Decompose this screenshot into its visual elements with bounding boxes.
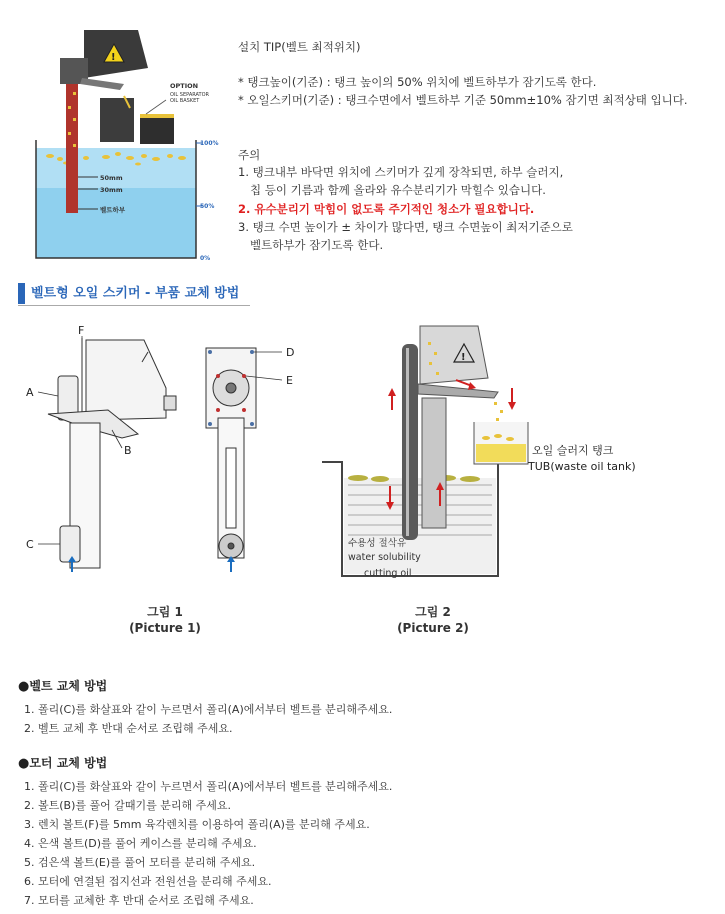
mm-30: 30mm: [100, 186, 123, 194]
mm-50: 50mm: [100, 174, 123, 182]
belt: [66, 73, 78, 213]
motor-step-2: 2. 볼트(B)를 풀어 갈때기를 분리해 주세요.: [24, 799, 231, 812]
pct-50: 50%: [200, 203, 215, 210]
motor-step-4: 4. 은색 볼트(D)를 풀어 케이스를 분리해 주세요.: [24, 837, 257, 850]
picture-2: [318, 318, 658, 588]
label-f: F: [78, 324, 85, 337]
front-view: [206, 348, 256, 558]
section-bar: [18, 283, 25, 304]
section-title: 벨트형 오일 스키머 - 부품 교체 방법: [31, 286, 240, 301]
water-label-3: cutting oil: [364, 568, 412, 579]
belt-step-2: 2. 벨트 교체 후 반대 순서로 조립해 주세요.: [24, 722, 233, 735]
option-label: OPTION: [170, 82, 199, 90]
bullet-icon: ●: [18, 679, 30, 694]
motor-step-7: 7. 모터를 교체한 후 반대 순서로 조립해 주세요.: [24, 894, 254, 907]
svg-text:!: !: [461, 352, 466, 363]
motor-replace-title: 모터 교체 방법: [29, 756, 108, 770]
pic1-caption-1: 그림 1: [147, 605, 183, 619]
belt-replace-title: 벨트 교체 방법: [29, 679, 108, 693]
bullet-icon: ●: [18, 756, 30, 771]
picture-1: [20, 318, 310, 588]
motor-replace-heading: [18, 754, 107, 771]
caution-3a: 3. 탱크 수면 높이가 ± 차이가 많다면, 탱크 수면높이 최저기준으로: [238, 220, 573, 234]
label-a: A: [26, 386, 34, 399]
pct-0: 0%: [200, 255, 211, 262]
motor-step-5: 5. 검은색 볼트(E)를 풀어 모터를 분리해 주세요.: [24, 856, 256, 869]
caution-title: 주의: [238, 148, 261, 162]
tip-title: 설치 TIP(벨트 최적위치): [238, 40, 361, 54]
tank-label: 오일 슬러지 탱크: [532, 444, 614, 457]
motor-step-6: 6. 모터에 연결된 접지선과 전원선을 분리해 주세요.: [24, 875, 272, 888]
housing-2: [420, 326, 488, 384]
installation-diagram: [20, 18, 230, 268]
label-b: B: [124, 444, 132, 457]
water-label-1: 수용성 절삭유: [348, 538, 407, 549]
separator-label-1: OIL SEPARATOR: [170, 92, 210, 98]
side-view: [48, 338, 176, 568]
tub-label: TUB(waste oil tank): [528, 460, 636, 473]
svg-text:!: !: [111, 52, 116, 63]
belt-bottom-label: 벨트하부: [100, 206, 126, 214]
motor-step-3: 3. 렌치 볼트(F)를 5mm 육각렌치를 이용하여 폴리(A)를 분리해 주세요.: [24, 818, 370, 831]
pic1-caption-2: (Picture 1): [129, 621, 201, 635]
caution-1b: 칩 등이 기름과 함께 올라와 유수분리기가 막힐수 있습니다.: [250, 183, 546, 197]
separator-label-2: OIL BASKET: [170, 98, 200, 104]
caution-2: 2. 유수분리기 막힘이 없도록 주기적인 청소가 필요합니다.: [238, 202, 535, 216]
pic2-caption-2: (Picture 2): [397, 621, 469, 635]
tip-line-2: * 오일스키머(기준) : 탱크수면에서 벨트하부 기준 50mm±10% 잠기면 최적상태 입니다.: [238, 93, 688, 107]
water-label-2: water solubility: [348, 552, 421, 563]
pic2-caption-1: 그림 2: [415, 605, 451, 619]
belt-step-1: 1. 폴리(C)를 화살표와 같이 누르면서 폴리(A)에서부터 벨트를 분리해주세요.: [24, 703, 393, 716]
motor-step-1: 1. 폴리(C)를 화살표와 같이 누르면서 폴리(A)에서부터 벨트를 분리해주세요.: [24, 780, 393, 793]
section-divider: [18, 305, 250, 306]
belt-replace-heading: [18, 677, 107, 694]
label-c: C: [26, 538, 34, 551]
label-d: D: [286, 346, 295, 359]
label-e: E: [286, 374, 293, 387]
caution-1a: 1. 탱크내부 바닥면 위치에 스키머가 깊게 장착되면, 하부 슬러지,: [238, 165, 564, 179]
pct-100: 100%: [200, 140, 219, 147]
tip-line-1: * 탱크높이(기준) : 탱크 높이의 50% 위치에 벨트하부가 잠기도록 한다.: [238, 75, 597, 89]
belt-2: [402, 344, 418, 540]
caution-3b: 벨트하부가 잠기도록 한다.: [250, 238, 384, 252]
